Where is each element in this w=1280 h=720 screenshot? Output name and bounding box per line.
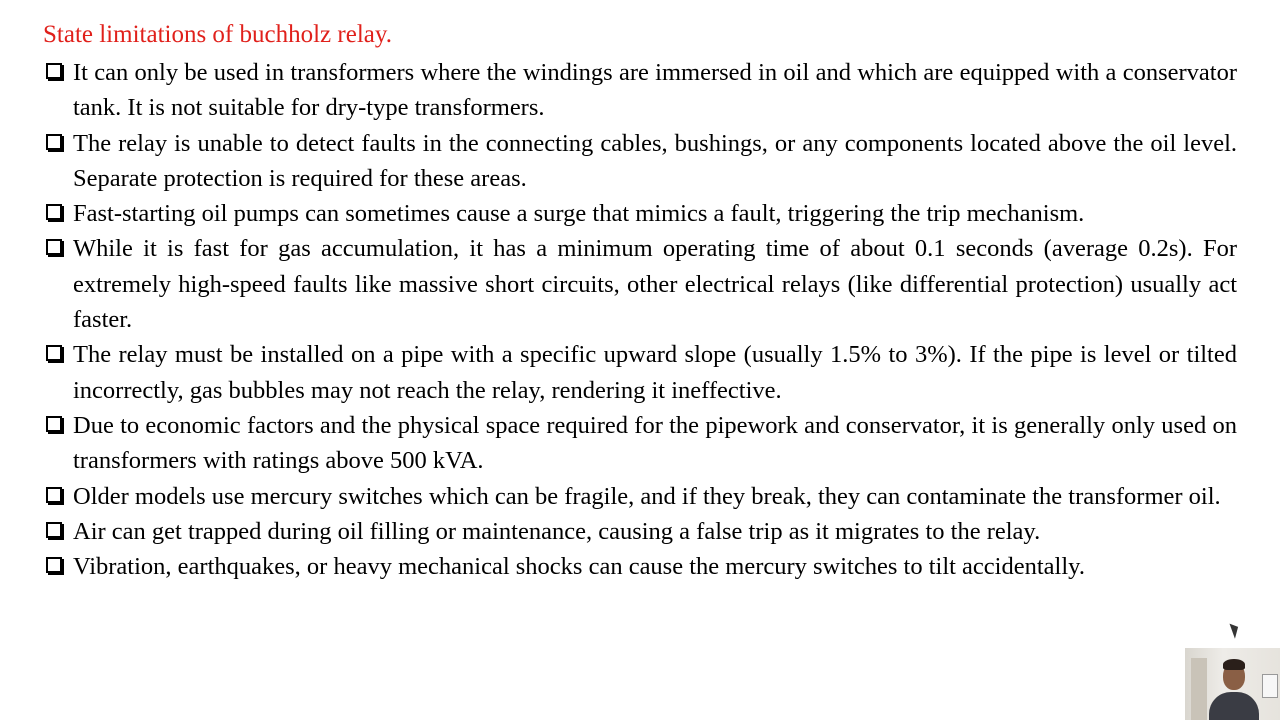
limitations-list <box>44 55 1237 584</box>
hollow-square-bullet-icon <box>46 204 62 220</box>
list-item <box>44 196 1237 231</box>
hollow-square-bullet-icon <box>46 487 62 503</box>
list-item <box>44 55 1237 126</box>
list-item <box>44 126 1237 197</box>
hollow-square-bullet-icon <box>46 134 62 150</box>
webcam-door <box>1191 658 1207 720</box>
webcam-wall-frame <box>1262 674 1278 698</box>
list-item-text: While it is fast for gas accumulation, it has a minimum operating time of about 0.1 seconds (average 0.2s). For extremely high-speed faults like massive short circuits, other electrical relays (like differential protection) usually act faster. <box>73 235 1237 334</box>
slide-title: State limitations of buchholz relay. <box>43 21 392 48</box>
hollow-square-bullet-icon <box>46 239 62 255</box>
list-item-text: Fast-starting oil pumps can sometimes cause a surge that mimics a fault, triggering the trip mechanism. <box>73 200 1085 228</box>
hollow-square-bullet-icon <box>46 63 62 79</box>
hollow-square-bullet-icon <box>46 522 62 538</box>
list-item <box>44 479 1237 514</box>
list-item <box>44 408 1237 479</box>
list-item <box>44 514 1237 549</box>
list-item-text: The relay must be installed on a pipe with a specific upward slope (usually 1.5% to 3%). If the pipe is level or tilted incorrectly, gas bubbles may not reach the relay, rendering it ineffective. <box>73 341 1237 404</box>
hollow-square-bullet-icon <box>46 416 62 432</box>
list-item-text: Older models use mercury switches which can be fragile, and if they break, they can contaminate the transformer oil. <box>73 482 1221 510</box>
list-item <box>44 549 1237 584</box>
list-item-text: Air can get trapped during oil filling or maintenance, causing a false trip as it migrates to the relay. <box>73 517 1041 545</box>
presenter-webcam-overlay <box>1185 648 1280 720</box>
hollow-square-bullet-icon <box>46 557 62 573</box>
list-item-text: Vibration, earthquakes, or heavy mechanical shocks can cause the mercury switches to tilt accidentally. <box>73 553 1085 581</box>
hollow-square-bullet-icon <box>46 345 62 361</box>
list-item <box>44 337 1237 408</box>
presenter-hair <box>1223 659 1245 670</box>
list-item <box>44 231 1237 337</box>
list-item-text: The relay is unable to detect faults in the connecting cables, bushings, or any components located above the oil level. Separate protection is required for these areas. <box>73 129 1237 192</box>
mouse-cursor-icon <box>1229 621 1241 638</box>
list-item-text: Due to economic factors and the physical space required for the pipework and conservator, it is generally only used on transformers with ratings above 500 kVA. <box>73 411 1237 475</box>
list-item-text: It can only be used in transformers where the windings are immersed in oil and which are equipped with a conservator tank. It is not suitable for dry-type transformers. <box>73 59 1237 122</box>
